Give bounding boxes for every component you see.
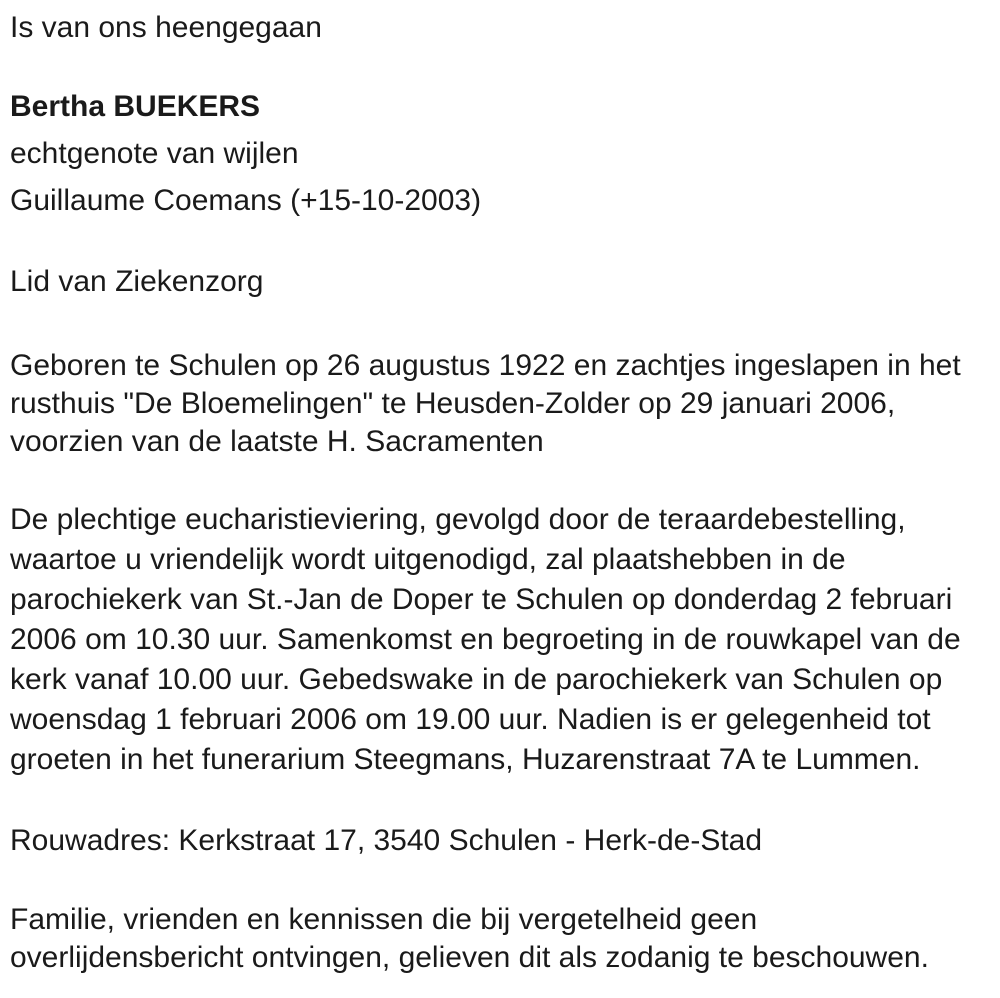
mourning-address-line: Rouwadres: Kerkstraat 17, 3540 Schulen - Herk-de-Stad [10, 824, 763, 857]
service-paragraph [10, 500, 990, 780]
membership-line: Lid van Ziekenzorg [10, 265, 264, 298]
service-line: woensdag 1 februari 2006 om 19.00 uur. Nadien is er gelegenheid tot [10, 703, 931, 736]
notice-line: overlijdensbericht ontvingen, gelieven dit als zodanig te beschouwen. [10, 941, 929, 974]
service-line: 2006 om 10.30 uur. Samenkomst en begroeting in de rouwkapel van de [10, 623, 961, 656]
service-line: parochiekerk van St.-Jan de Doper te Schulen op donderdag 2 februari [10, 583, 953, 616]
service-line: waartoe u vriendelijk wordt uitgenodigd, zal plaatshebben in de [10, 543, 846, 576]
notice-line: Familie, vrienden en kennissen die bij vergetelheid geen [10, 903, 758, 936]
birth-death-line: Geboren te Schulen op 26 augustus 1922 en zachtjes ingeslapen in het [10, 349, 961, 382]
deceased-name: Bertha BUEKERS [10, 90, 261, 123]
service-line: groeten in het funerarium Steegmans, Huzarenstraat 7A te Lummen. [10, 743, 921, 776]
opening-line: Is van ons heengegaan [10, 11, 322, 44]
service-line: kerk vanaf 10.00 uur. Gebedswake in de parochiekerk van Schulen op [10, 663, 943, 696]
spouse-line: Guillaume Coemans (+15-10-2003) [10, 184, 482, 217]
service-line: De plechtige eucharistieviering, gevolgd door de teraardebestelling, [10, 503, 906, 536]
relation-line: echtgenote van wijlen [10, 137, 299, 170]
notice-paragraph [10, 901, 990, 977]
birth-death-paragraph [10, 347, 990, 461]
birth-death-line: rusthuis "De Bloemelingen" te Heusden-Zolder op 29 januari 2006, [10, 387, 896, 420]
birth-death-line: voorzien van de laatste H. Sacramenten [10, 425, 544, 458]
